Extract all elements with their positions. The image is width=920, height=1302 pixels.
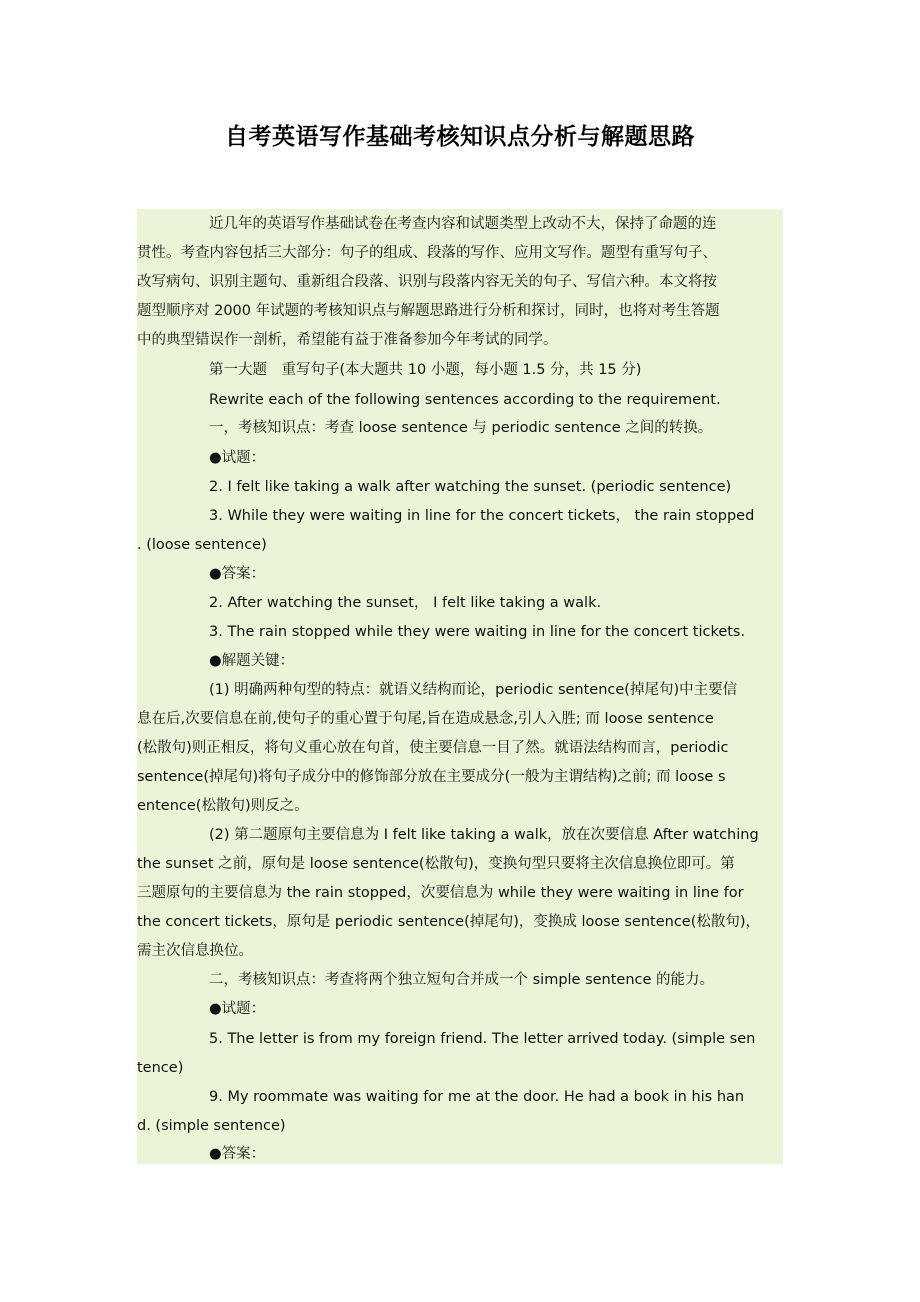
answer-line: 3. The rain stopped while they were waiting in line for the concert tickets. <box>209 624 746 640</box>
question-line: . (loose sentence) <box>137 537 267 553</box>
question-line: tence) <box>137 1060 184 1076</box>
question-line: 3. While they were waiting in line for the concert tickets， the rain stopped <box>209 508 755 524</box>
paragraph-line: 中的典型错误作一剖析，希望能有益于准备参加今年考试的同学。 <box>137 332 558 348</box>
paragraph-line: (2) 第二题原句主要信息为 I felt like taking a walk，放在次要信息 After watching <box>209 827 759 843</box>
paragraph-line: (1) 明确两种句型的特点：就语义结构而论，periodic sentence(掉尾句)中主要信 <box>209 682 738 698</box>
paragraph-line: the concert tickets，原句是 periodic sentence(掉尾句)，变换成 loose sentence(松散句)， <box>137 914 761 930</box>
paragraph-line: sentence(掉尾句)将句子成分中的修饰部分放在主要成分(一般为主谓结构)之前; 而 loose s <box>137 769 726 785</box>
key-points-label: ●解题关键： <box>209 653 295 669</box>
answer-line: 2. After watching the sunset， I felt like taking a walk. <box>209 595 602 611</box>
paragraph-line: 三题原句的主要信息为 the rain stopped，次要信息为 while they were waiting in line for <box>137 885 744 901</box>
paragraph-line: 近几年的英语写作基础试卷在考查内容和试题类型上改动不大，保持了命题的连 <box>209 216 717 232</box>
knowledge-point-heading: 二，考核知识点：考查将两个独立短句合并成一个 simple sentence 的能力。 <box>209 972 715 988</box>
paragraph-line: 息在后,次要信息在前,使句子的重心置于句尾,旨在造成悬念,引人入胜; 而 loose sentence <box>137 711 714 727</box>
instruction-line: Rewrite each of the following sentences according to the requirement. <box>209 392 721 408</box>
document-title: 自考英语写作基础考核知识点分析与解题思路 <box>225 123 695 150</box>
section-heading: 第一大题 重写句子(本大题共 10 小题，每小题 1.5 分，共 15 分) <box>209 362 642 378</box>
question-line: 9. My roommate was waiting for me at the door. He had a book in his han <box>209 1089 745 1105</box>
paragraph-line: 需主次信息换位。 <box>137 943 253 959</box>
question-line: 2. I felt like taking a walk after watching the sunset. (periodic sentence) <box>209 479 732 495</box>
questions-label: ●试题： <box>209 450 266 466</box>
question-line: 5. The letter is from my foreign friend. The letter arrived today. (simple sen <box>209 1031 756 1047</box>
paragraph-line: 改写病句、识别主题句、重新组合段落、识别与段落内容无关的句子、写信六种。本文将按 <box>137 274 717 290</box>
question-line: d. (simple sentence) <box>137 1118 286 1134</box>
answers-label: ●答案： <box>209 566 266 582</box>
paragraph-line: (松散句)则正相反，将句义重心放在句首，使主要信息一目了然。就语法结构而言，periodic <box>137 740 729 756</box>
knowledge-point-heading: 一，考核知识点：考查 loose sentence 与 periodic sentence 之间的转换。 <box>209 420 713 436</box>
questions-label: ●试题： <box>209 1001 266 1017</box>
paragraph-line: the sunset 之前，原句是 loose sentence(松散句)，变换句型只要将主次信息换位即可。第 <box>137 856 735 872</box>
answers-label: ●答案： <box>209 1146 266 1162</box>
paragraph-line: entence(松散句)则反之。 <box>137 798 309 814</box>
paragraph-line: 题型顺序对 2000 年试题的考核知识点与解题思路进行分析和探讨，同时，也将对考生答题 <box>137 303 720 319</box>
paragraph-line: 贯性。考查内容包括三大部分：句子的组成、段落的写作、应用文写作。题型有重写句子、 <box>137 245 717 261</box>
